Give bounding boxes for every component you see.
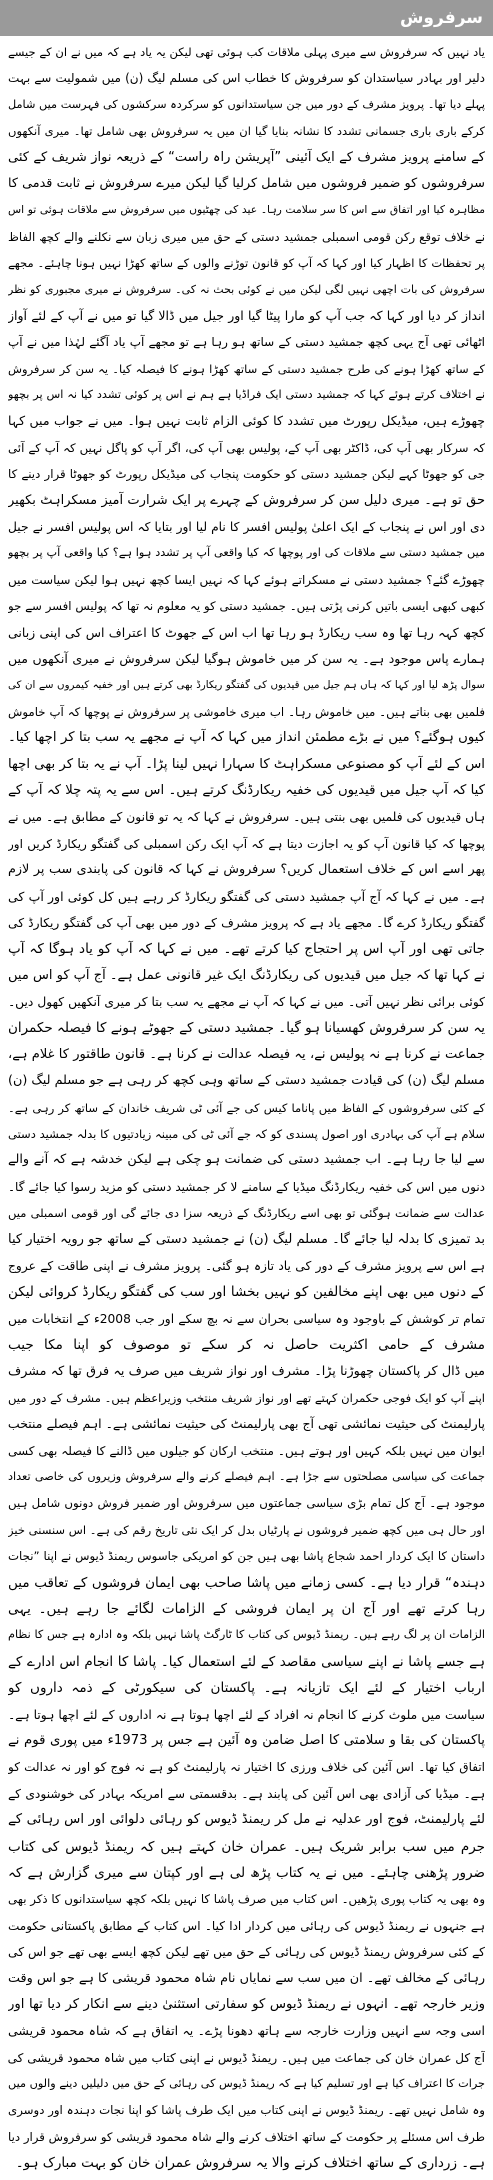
text-line: نے اختلاف کرتے ہوئے کہا کہ جمشید دستی ایک فراڈیا ہے ہم نے اس پر کوئی تشدد کیا نہ اس پر بچھو (8, 388, 485, 402)
text-line: کہ سرکار بھی آپ کی، ڈاکٹر بھی آپ کے، پولیس بھی آپ کی، اگر آپ کو پاگل نہیں کہ آپ کے آئی (8, 440, 485, 455)
text-line: مظاہرہ کیا اور اتفاق سے اس کا سر سلامت رہا۔ عید کی چھٹیوں میں سرفروش سے ملاقات ہوئی تو اس (8, 203, 485, 217)
text-line: کوئی برائی نظر نہیں آتی۔ میں نے کہا کہ آپ نے مجھے یہ سب بتا کر میری آنکھیں کھول دیں۔ (8, 995, 485, 1010)
text-line: سیاست میں ملوث کرنے کا انجام نہ افراد کے لئے اچھا ہوتا ہے نہ اداروں کے لئے اچھا ہوتا ہے۔ (8, 1707, 485, 1722)
column-title: سرفروش (399, 8, 483, 28)
text-line: ہے اس سے پرویز مشرف کے دور کی یاد تازہ ہو گئی۔ پرویز مشرف نے اپنی طاقت کے عروج (8, 1258, 485, 1273)
text-line: جماعت کی سیاسی مصلحتوں سے جڑا ہے۔ اہم فیصلے کرنے والے سرفروش وزیروں کی خاصی تعداد (8, 1470, 485, 1484)
text-line: جاتی تھی اور آپ اس پر احتجاج کیا کرتے تھے۔ میں نے کہا کہ آپ کو یاد ہوگا کہ آپ (8, 941, 485, 958)
text-line: مسلم لیگ (ن) کی قیادت جمشید دستی کے ساتھ وہی کچھ کر رہی ہے جو مسلم لیگ (ن) (8, 1073, 485, 1089)
text-line: ایوان میں نہیں بلکہ کہیں اور ہوتے ہیں۔ منتخب ارکان کو جیلوں میں ڈالنے کا فیصلہ بھی کسی (8, 1443, 485, 1458)
text-line: میں ڈال کر پاکستان چھوڑنا پڑا۔ مشرف اور نواز شریف میں صرف یہ فرق تھا کہ مشرف (8, 1363, 485, 1379)
text-line: دلیر اور بہادر سیاستدان کو سرفروش کا خطاب اس کی مسلم لیگ (ن) میں شمولیت سے بہت (8, 71, 485, 86)
text-line: اتفاق کیا تھا۔ اس آئین کی خلاف ورزی کا اختیار نہ پارلیمنٹ کو ہے نہ فوج کو اور نہ عدالت کو (8, 1760, 485, 1775)
text-line: اور حال ہی میں کچھ ضمیر فروشوں نے پارٹیاں بدل کر ایک نئی تاریخ رقم کی ہے۔ اس سنسنی خیز (8, 1522, 485, 1537)
text-line: اٹھائی تھی آج یہی کچھ جمشید دستی کے ساتھ ہو رہا ہے تو مجھے آپ یاد آگئے لہٰذا میں نے آپ (8, 335, 485, 350)
text-line: عدالت سے ضمانت ہوگئی تو بھی اسے ریکارڈنگ کے ذریعہ سزا دی جائے گی اور قومی اسمبلی میں (8, 1206, 485, 1221)
text-line: نے کہا تھا کہ جیل میں قیدیوں کی ریکارڈنگ ایک غیر قانونی عمل ہے۔ آج آپ کو اس میں (8, 967, 485, 983)
text-line: جماعت نے کرنا ہے نہ پولیس نے، یہ فیصلہ عدالت نے کرنا ہے۔ قانون طاقتور کا غلام ہے، (8, 1046, 485, 1062)
text-line: اس کے لئے آپ کو مصنوعی مسکراہٹ کا سہارا نہیں لینا پڑا۔ آپ نے یہ بتا کر بھی اچھا (8, 756, 485, 772)
text-line: گفتگو ریکارڈ کرے گا۔ مجھے یاد ہے کہ پرویز مشرف کے دور میں بھی آپ کی گفتگو ریکارڈ کی (8, 915, 485, 930)
text-line: پاکستان کی بقا و سلامتی کا اصل ضامن وہ آئین ہے جس پر 1973ء میں پوری قوم نے (8, 1733, 485, 1748)
text-line: کیوں ہوگئے؟ میں نے بڑے مطمئن انداز میں کہا کہ آپ نے مجھے یہ سب بتا کر اچھا کیا۔ (8, 730, 485, 746)
text-line: سے لیا جا رہا ہے۔ اب جمشید دستی کی ضمانت ہو چکی ہے لیکن خدشہ ہے کہ آنے والے (8, 1152, 485, 1168)
column-header (0, 0, 493, 36)
text-line: ضرور پڑھنی چاہئے۔ میں نے یہ کتاب پڑھ لی ہے اور کپتان سے میری گزارش ہے کہ (8, 1864, 485, 1881)
text-line: وہ بھی یہ کتاب پوری پڑھیں۔ اس کتاب میں صرف پاشا کا نہیں بلکہ کچھ سیاستدانوں کا ذکر بھی (8, 1892, 485, 1907)
text-line: رہا کرتے تھے اور آج ان پر ایمان فروشی کے الزامات لگائے جا رہے ہیں۔ یہی (8, 1601, 485, 1618)
article-body (8, 39, 485, 2177)
text-line: کبھی کبھی ایسی باتیں کرنی پڑتی ہیں۔ جمشید دستی کو یہ معلوم نہ تھا کہ پولیس افسر سے جو (8, 599, 485, 614)
text-line: ہاں قیدیوں کی فلمیں بھی بنتی ہیں۔ سرفروش نے کہا کہ یہ تو قانون کے مطابق ہے۔ میں نے (8, 810, 485, 825)
text-line: کے سامنے پرویز مشرف کے ایک آئینی ”آپریشن راہ راست“ کے ذریعہ نواز شریف کے کئی (8, 149, 485, 165)
text-line: وزیر خارجہ تھے۔ انہوں نے ریمنڈ ڈیوس کو سفارتی استثنیٰ دینے سے انکار کر دیا تھا اور (8, 1996, 485, 2012)
text-line: دی اور اس نے پنجاب کے ایک اعلیٰ پولیس افسر کا نام لیا اور بتایا کہ اس پولیس افسر نے جیل (8, 520, 485, 535)
text-line: آج کل عمران خان کی جماعت میں ہیں۔ ریمنڈ ڈیوس نے اپنی کتاب میں شاہ محمود قریشی کی (8, 2050, 485, 2065)
text-line: یاد نہیں کہ سرفروش سے میری پہلی ملاقات کب ہوئی تھی لیکن یہ یاد ہے کہ میں نے ان کے جیسے (8, 45, 485, 59)
text-line: ارباب اختیار کے لئے ایک تازیانہ ہے۔ پاکستان کی سیکورٹی کے ذمہ داروں کو (8, 1680, 485, 1697)
text-line: جرم میں سب برابر شریک ہیں۔ عمران خان کہتے ہیں کہ ریمنڈ ڈیوس کی کتاب (8, 1838, 485, 1855)
text-line: جی کو جھوٹا کہے لیکن جمشید دستی کو حکومت پنجاب کی میڈیکل رپورٹ کو جھوٹا قرار دینے کا (8, 467, 485, 482)
text-line: سرفروش کی بات اچھی نہیں لگی لیکن میں نے کوئی بحث نہ کی۔ سرفروش نے میری مجبوری کو نظر (8, 282, 485, 296)
text-line: ہے۔ زرداری کے ساتھ اختلاف کرنے والا یہ سرفروش عمران خان کو بہت مبارک ہو۔ (15, 2155, 485, 2172)
text-line: ہے۔ میڈیا کی آزادی بھی اس آئین کی پابند ہے۔ بدقسمتی سے امریکہ بہادر کی خوشنودی کے (8, 1786, 485, 1801)
text-line: پارلیمنٹ کی حیثیت نمائشی تھی آج بھی پارلیمنٹ کی حیثیت نمائشی ہے۔ اہم فیصلے منتخب (8, 1416, 485, 1432)
text-line: پہلے دیا تھا۔ پرویز مشرف کے دور میں جن سیاستدانوں کو سرکردہ سرکشوں کی فہرست میں شامل (8, 97, 485, 111)
text-line: نے خلاف توقع رکن قومی اسمبلی جمشید دستی کے حق میں میری زبان سے نکلنے والے کچھ الفاظ (8, 229, 485, 244)
text-line: جرات کا اعتراف کیا ہے اور تسلیم کیا ہے کہ ریمنڈ ڈیوس کی رہائی کے حق میں دلیلیں دینے والوں میں (8, 2077, 485, 2091)
text-line: سوال پڑھ لیا اور کہا کہ ہاں ہم جیل میں قیدیوں کی گفتگو ریکارڈ بھی کرتے ہیں اور خفیہ کیمروں سے ان کی (8, 679, 485, 692)
text-line: کے کئی سرفروش ریمنڈ ڈیوس کی رہائی کے حق میں تھے لیکن کچھ ایسے بھی تھے جو اس کی (8, 1945, 485, 1960)
text-line: اسی وجہ سے انہیں وزارت خارجہ سے ہاتھ دھونا پڑے۔ یہ اتفاق ہے کہ شاہ محمود قریشی (8, 2023, 485, 2039)
text-line: چھوڑے ہیں، میڈیکل رپورٹ میں تشدد کا کوئی الزام ثابت نہیں ہوا۔ میں نے جواب میں کہا (8, 413, 485, 429)
text-line: کرکے باری باری جسمانی تشدد کا نشانہ بنایا گیا ان میں یہ سرفروش بھی شامل تھا۔ میری آنکھوں (8, 124, 485, 139)
text-line: الزامات ان پر لگ رہے ہیں۔ ریمنڈ ڈیوس کی کتاب کا ٹارگٹ پاشا نہیں بلکہ وہ ادارہ ہے جس کا نظام (8, 1628, 485, 1642)
text-line: لئے پارلیمنٹ، فوج اور عدلیہ نے مل کر ریمنڈ ڈیوس کو رہائی دلوائی اور اس رہائی کے (8, 1812, 485, 1828)
text-line: میں جمشید دستی سے ملاقات کی اور پوچھا کہ کیا واقعی آپ پر تشدد ہوا ہے؟ کیا واقعی آپ پر بچھو (8, 546, 485, 560)
text-line: سرفروشوں کو ضمیر فروشوں میں شامل کرلیا گیا لیکن میرے سرفروش نے ثابت قدمی کا (8, 175, 485, 191)
text-line: حق تو ہے۔ میری دلیل سن کر سرفروش کے چہرے پر ایک شرارت آمیز مسکراہٹ بکھیر (8, 492, 485, 508)
text-line: اپنے آپ کو ایک فوجی حکمران کہتے تھے اور نواز شریف منتخب وزیراعظم ہیں۔ مشرف کے دور میں (8, 1390, 485, 1405)
text-line: پوچھا کہ کیا قانون آپ کو یہ اجازت دیتا ہے کہ آپ ایک رکن اسمبلی کی گفتگو ریکارڈ کریں اور (8, 836, 485, 851)
text-line: یہ سن کر سرفروش کھسیانا ہو گیا۔ جمشید دستی کے جھوٹے ہونے کا فیصلہ حکمران (8, 1020, 485, 1037)
text-line: کیا کہ آپ جیل میں قیدیوں کی خفیہ ریکارڈنگ کرتے ہیں۔ اس سے یہ پتہ چلا کہ آپ کے (8, 782, 485, 798)
text-line: تمام تر کوشش کے باوجود وہ سیاسی بحران سے نہ بچ سکے اور جب 2008ء کے انتخابات میں (8, 1311, 485, 1326)
text-line: داستان کا ایک کردار احمد شجاع پاشا بھی ہیں جن کو امریکی جاسوس ریمنڈ ڈیوس نے اپنا ”نجات (8, 1549, 485, 1564)
text-line: مشرف کے حامی اکثریت حاصل نہ کر سکے تو موصوف کو اپنا مکا جیب (8, 1337, 485, 1354)
text-line: ہے جسے پاشا نے اپنے سیاسی مقاصد کے لئے استعمال کیا۔ پاشا کا انجام اس ادارے کے (8, 1653, 485, 1670)
text-line: دہندہ“ قرار دیا ہے۔ کسی زمانے میں پاشا صاحب بھی ایمان فروشوں کے تعاقب میں (8, 1574, 485, 1591)
text-line: وہ شامل نہیں تھے۔ ریمنڈ ڈیوس نے اپنی کتاب میں ایک طرف پاشا کو اپنا نجات دہندہ اور دوسری (8, 2103, 485, 2118)
text-line: طرف اس مسئلے پر حکومت کے ساتھ اختلاف کرنے والے شاہ محمود قریشی کو سرفروش قرار دیا (8, 2129, 485, 2144)
text-line: کے ساتھ کھڑا ہونے کی طرح جمشید دستی کے ساتھ کھڑا ہونے کا فیصلہ کیا۔ یہ سن کر سرفروش (8, 361, 485, 376)
text-line: کے دنوں میں بھی اپنے مخالفین کو نہیں بخشا اور سب کی گفتگو ریکارڈ کروائی لیکن (8, 1284, 485, 1301)
text-line: ہمارے پاس موجود ہے۔ یہ سن کر میں خاموش ہوگیا لیکن سرفروش نے میری آنکھوں میں (8, 650, 485, 666)
text-line: کے کئی سرفروشوں کے الفاظ میں پاناما کیس کی جے آئی ٹی شریف خاندان کے ساتھ کر رہی ہے۔ (8, 1100, 485, 1115)
text-line: ہے جنہوں نے ریمنڈ ڈیوس کی رہائی میں کردار ادا کیا۔ اس کتاب کے مطابق پاکستانی حکومت (8, 1918, 485, 1933)
text-line: پر تحفظات کا اظہار کیا اور کہا کہ آپ کو قانون توڑنے والوں کے ساتھ کھڑا نہیں ہونا چاہئے۔ مجھے (8, 256, 485, 271)
text-line: رہائی کے مخالف تھے۔ ان میں سب سے نمایاں نام شاہ محمود قریشی کا ہے جو اس وقت (8, 1970, 485, 1986)
text-line: موجود ہے۔ آج کل تمام بڑی سیاسی جماعتوں میں سرفروش اور ضمیر فروش دونوں شامل ہیں (8, 1496, 485, 1511)
text-line: کچھ کہہ رہا تھا وہ سب ریکارڈ ہو رہا تھا اب اس کے جھوٹ کا اعتراف اس کی اپنی زبانی (8, 624, 485, 640)
text-line: انداز کر دیا اور کہا کہ جب آپ کو مارا پیٹا گیا اور جیل میں ڈالا گیا تو میں نے آپ کے لئے آواز (8, 307, 485, 323)
text-line: بد تمیزی کا بدلہ لیا جائے گا۔ مسلم لیگ (ن) نے جمشید دستی کے ساتھ جو رویہ اختیار کیا (8, 1231, 485, 1247)
text-line: پھر اسے اس کے خلاف استعمال کریں؟ سرفروش نے کہا کہ قانون کی پابندی سب پر لازم (8, 862, 485, 878)
text-line: فلمیں بھی بناتے ہیں۔ میں خاموش رہا۔ اب میری خاموشی پر سرفروش نے پوچھا کہ آپ خاموش (8, 704, 485, 719)
text-line: ہے۔ میں نے کہا کہ آج آپ جمشید دستی کی گفتگو ریکارڈ کر رہے ہیں کل کوئی اور آپ کی (8, 888, 485, 904)
text-line: سلام ہے آپ کی بہادری اور اصول پسندی کو کہ جے آئی ٹی کی مبینہ زیادتیوں کا بدلہ جمشید دستی (8, 1127, 485, 1142)
text-line: چھوڑے گئے؟ جمشید دستی نے مسکراتے ہوئے کہا کہ نہیں ایسا کچھ نہیں ہوا لیکن سیاست میں (8, 572, 485, 587)
text-line: دنوں میں اس کی خفیہ ریکارڈنگ میڈیا کے سامنے لا کر جمشید دستی کو مزید رسوا کیا جائے گا۔ (8, 1179, 485, 1194)
